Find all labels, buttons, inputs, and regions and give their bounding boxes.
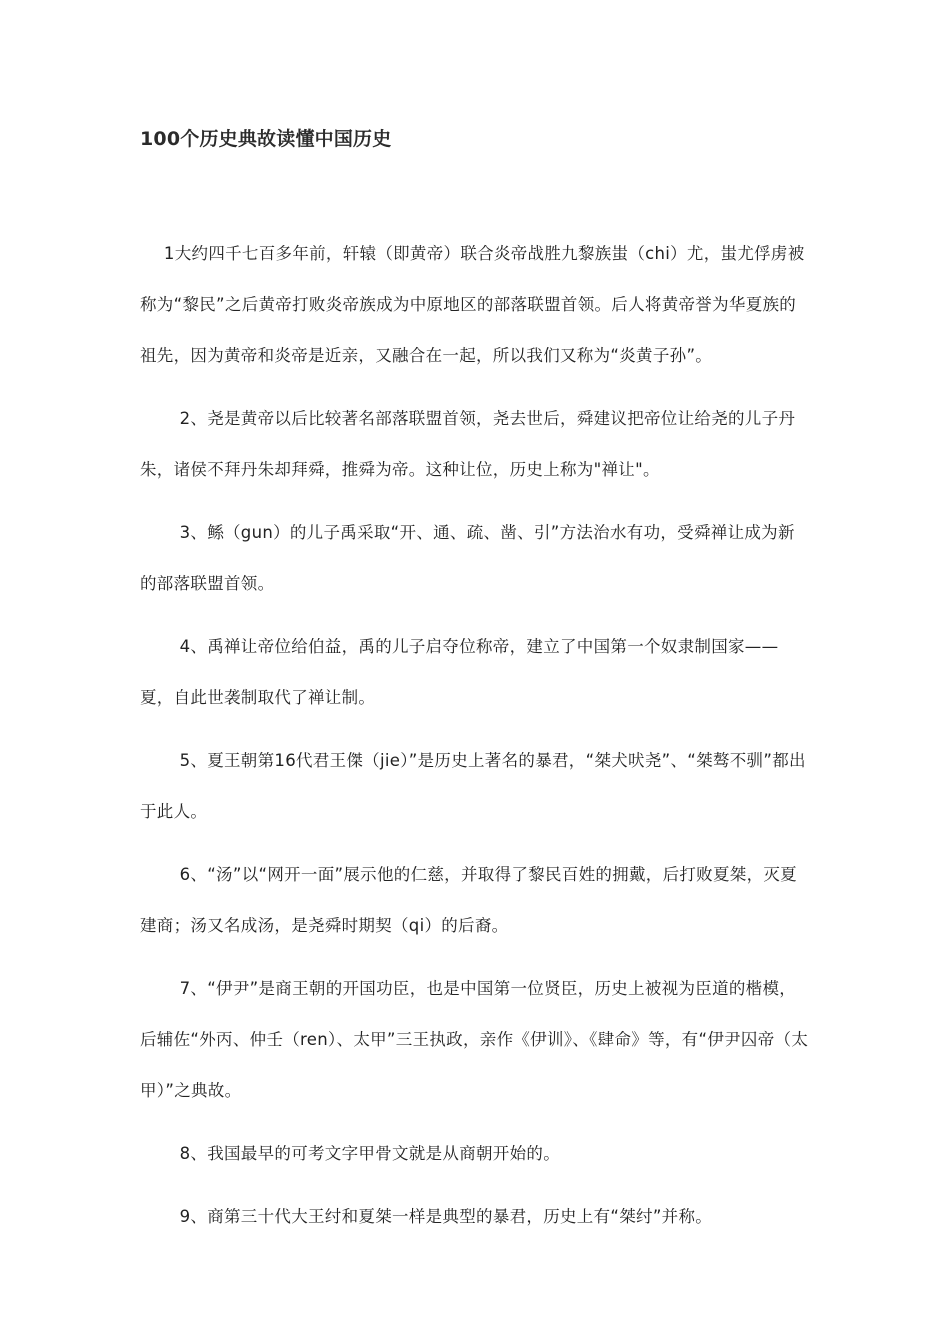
paragraph-4: 4、禹禅让帝位给伯益，禹的儿子启夺位称帝，建立了中国第一个奴隶制国家——夏，自此世袭制取代了禅让制。 xyxy=(140,637,779,707)
paragraph-5: 5、夏王朝第16代君王傑（jie）”是历史上著名的暴君，“桀犬吠尧”、“桀骜不驯”都出于此人。 xyxy=(140,751,806,821)
document-body xyxy=(140,228,810,1254)
paragraph-2: 2、尧是黄帝以后比较著名部落联盟首领，尧去世后，舜建议把帝位让给尧的儿子丹朱，诸侯不拜丹朱却拜舜，推舜为帝。这种让位，历史上称为"禅让"。 xyxy=(140,409,796,479)
paragraph-6: 6、“汤”以“网开一面”展示他的仁慈，并取得了黎民百姓的拥戴，后打败夏桀，灭夏建商；汤又名成汤，是尧舜时期契（qi）的后裔。 xyxy=(140,865,797,935)
paragraph-8: 8、我国最早的可考文字甲骨文就是从商朝开始的。 xyxy=(179,1144,560,1163)
document-title: 100个历史典故读懂中国历史 xyxy=(140,128,392,150)
paragraph-1: 1大约四千七百多年前，轩辕（即黄帝）联合炎帝战胜九黎族蚩（chi）尤，蚩尤俘虏被称为“黎民”之后黄帝打败炎帝族成为中原地区的部落联盟首领。后人将黄帝誉为华夏族的祖先，因为黄帝和炎帝是近亲，又融合在一起，所以我们又称为“炎黄子孙”。 xyxy=(140,244,805,365)
paragraph-3: 3、鲧（gun）的儿子禹采取“开、通、疏、凿、引”方法治水有功，受舜禅让成为新的部落联盟首领。 xyxy=(140,523,795,593)
paragraph-7: 7、“伊尹”是商王朝的开国功臣，也是中国第一位贤臣，历史上被视为臣道的楷模，后辅佐“外丙、仲壬（ren）、太甲”三王执政，亲作《伊训》、《肆命》等，有“伊尹囚帝（太甲）”之典故。 xyxy=(140,979,809,1100)
paragraph-9: 9、商第三十代大王纣和夏桀一样是典型的暴君，历史上有“桀纣”并称。 xyxy=(179,1207,713,1226)
